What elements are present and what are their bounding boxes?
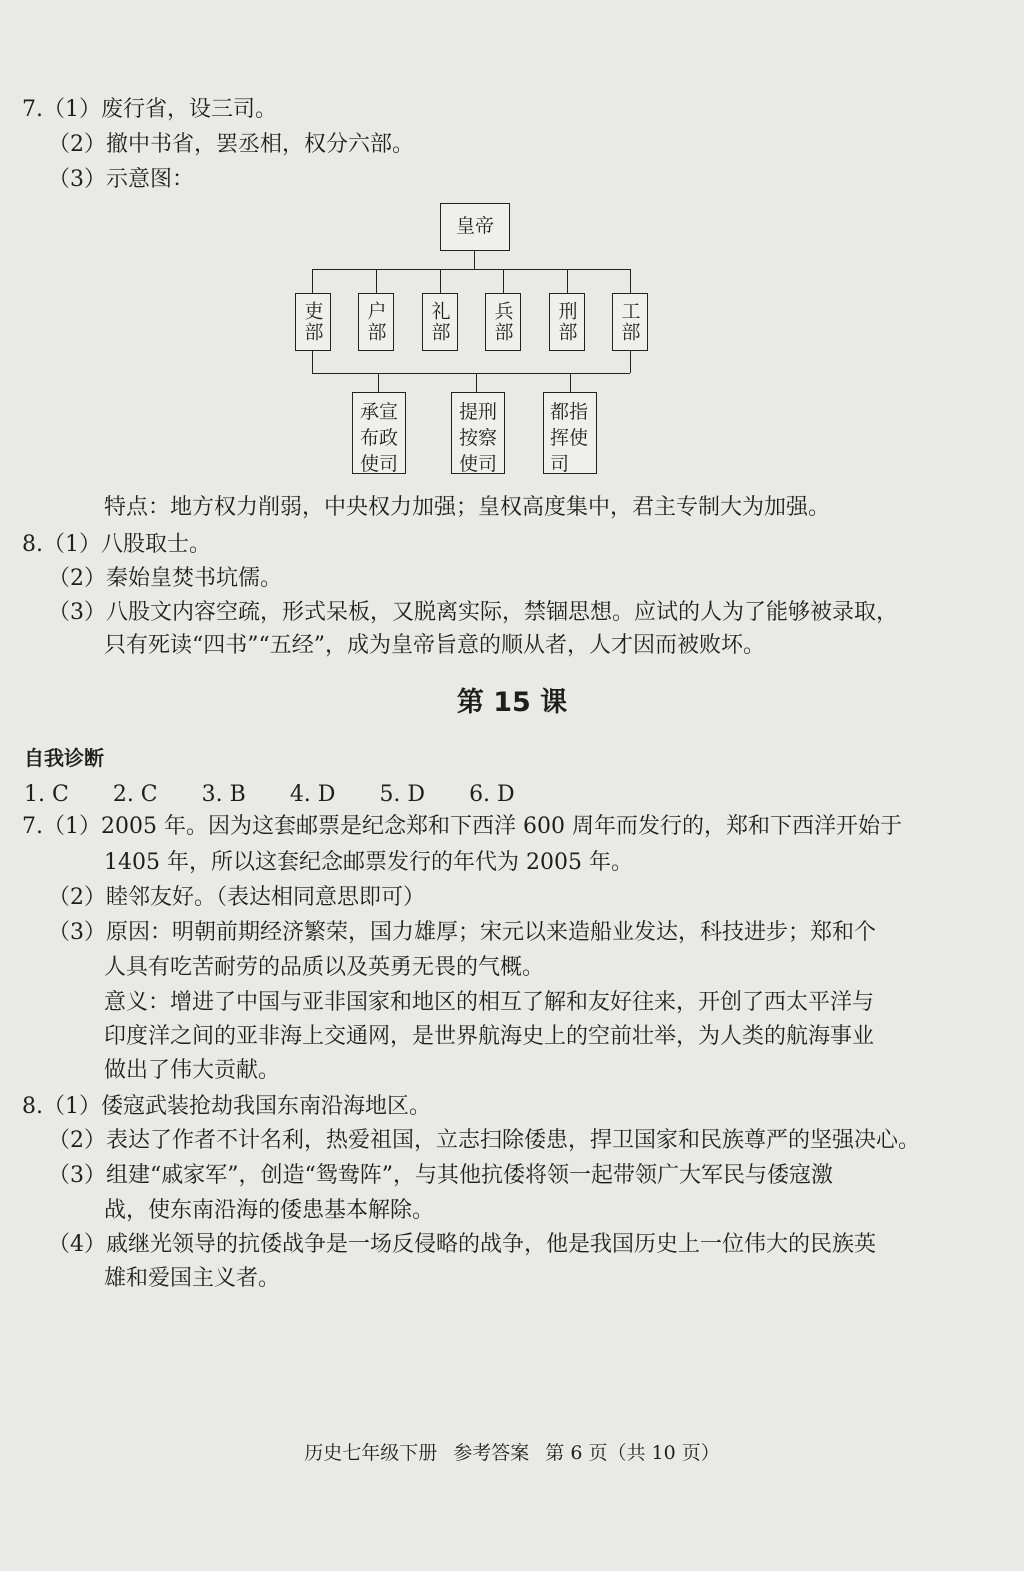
- q7b-line-1: 7.（1）2005 年。因为这套邮票是纪念郑和下西洋 600 周年而发行的，郑和下西洋开始于: [22, 814, 902, 839]
- diagram-ministry-li: 吏部: [295, 293, 331, 351]
- choice-5: 5. D: [379, 782, 426, 807]
- choice-6: 6. D: [469, 782, 515, 807]
- diagram-ministry-gong: 工部: [612, 293, 648, 351]
- choice-2: 2. C: [112, 782, 158, 807]
- page-footer: [0, 1438, 1024, 1465]
- diagram-chengxuan-box: 承宣 布政 使司: [352, 392, 406, 474]
- choice-3: 3. B: [201, 782, 246, 807]
- q7b-line-8: 做出了伟大贡献。: [104, 1058, 281, 1083]
- lesson-title: 第 15 课: [456, 687, 568, 718]
- q8b-line-6: 雄和爱国主义者。: [104, 1266, 281, 1291]
- q7a-line-1: 7.（1）废行省，设三司。: [22, 97, 277, 122]
- q7a-feature: 特点：地方权力削弱，中央权力加强；皇权高度集中，君主专制大为加强。: [104, 495, 831, 520]
- choice-4: 4. D: [289, 782, 336, 807]
- diagram-ministry-xing: 刑部: [549, 293, 585, 351]
- footer-label: 参考答案: [453, 1442, 530, 1464]
- q7b-line-4: （3）原因：明朝前期经济繁荣，国力雄厚；宋元以来造船业发达，科技进步；郑和个: [48, 920, 876, 945]
- q7b-line-6: 意义：增进了中国与亚非国家和地区的相互了解和友好往来，开创了西太平洋与: [104, 990, 875, 1015]
- choice-answers: [24, 780, 559, 810]
- q7a-line-2: （2）撤中书省，罢丞相，权分六部。: [48, 132, 414, 157]
- diagram-ministry-lii: 礼部: [422, 293, 458, 351]
- q8a-line-4: 只有死读“四书”“五经”，成为皇帝旨意的顺从者，人才因而被败坏。: [104, 633, 765, 658]
- q8b-line-2: （2）表达了作者不计名利，热爱祖国，立志扫除倭患，捍卫国家和民族尊严的坚强决心。: [48, 1128, 921, 1153]
- q8a-line-2: （2）秦始皇焚书坑儒。: [48, 566, 282, 591]
- diagram-duzhihui-box: 都指 挥使 司: [543, 392, 597, 474]
- diagram-ministry-bing: 兵部: [485, 293, 521, 351]
- q8b-line-3: （3）组建“戚家军”，创造“鸳鸯阵”，与其他抗倭将领一起带领广大军民与倭寇激: [48, 1163, 833, 1188]
- q7a-line-3: （3）示意图：: [48, 167, 194, 192]
- q7b-line-2: 1405 年，所以这套纪念邮票发行的年代为 2005 年。: [104, 850, 633, 875]
- q7b-line-3: （2）睦邻友好。（表达相同意思即可）: [48, 885, 425, 910]
- q7b-line-5: 人具有吃苦耐劳的品质以及英勇无畏的气概。: [104, 955, 545, 980]
- q8a-line-1: 8.（1）八股取士。: [22, 532, 211, 557]
- section-title: 自我诊断: [24, 746, 104, 770]
- choice-1: 1. C: [24, 782, 69, 807]
- q7b-line-7: 印度洋之间的亚非海上交通网，是世界航海史上的空前壮举，为人类的航海事业: [104, 1024, 875, 1049]
- diagram-emperor-box: 皇帝: [440, 203, 510, 251]
- diagram-ministry-hu: 户部: [358, 293, 394, 351]
- diagram-tixing-box: 提刑 按察 使司: [451, 392, 505, 474]
- footer-book: 历史七年级下册: [304, 1442, 438, 1464]
- q8b-line-5: （4）戚继光领导的抗倭战争是一场反侵略的战争，他是我国历史上一位伟大的民族英: [48, 1232, 876, 1257]
- q8b-line-1: 8.（1）倭寇武装抢劫我国东南沿海地区。: [22, 1094, 431, 1119]
- q8a-line-3: （3）八股文内容空疏，形式呆板，又脱离实际，禁锢思想。应试的人为了能够被录取，: [48, 600, 898, 625]
- footer-page: 第 6 页（共 10 页）: [545, 1442, 720, 1464]
- q8b-line-4: 战，使东南沿海的倭患基本解除。: [104, 1198, 435, 1223]
